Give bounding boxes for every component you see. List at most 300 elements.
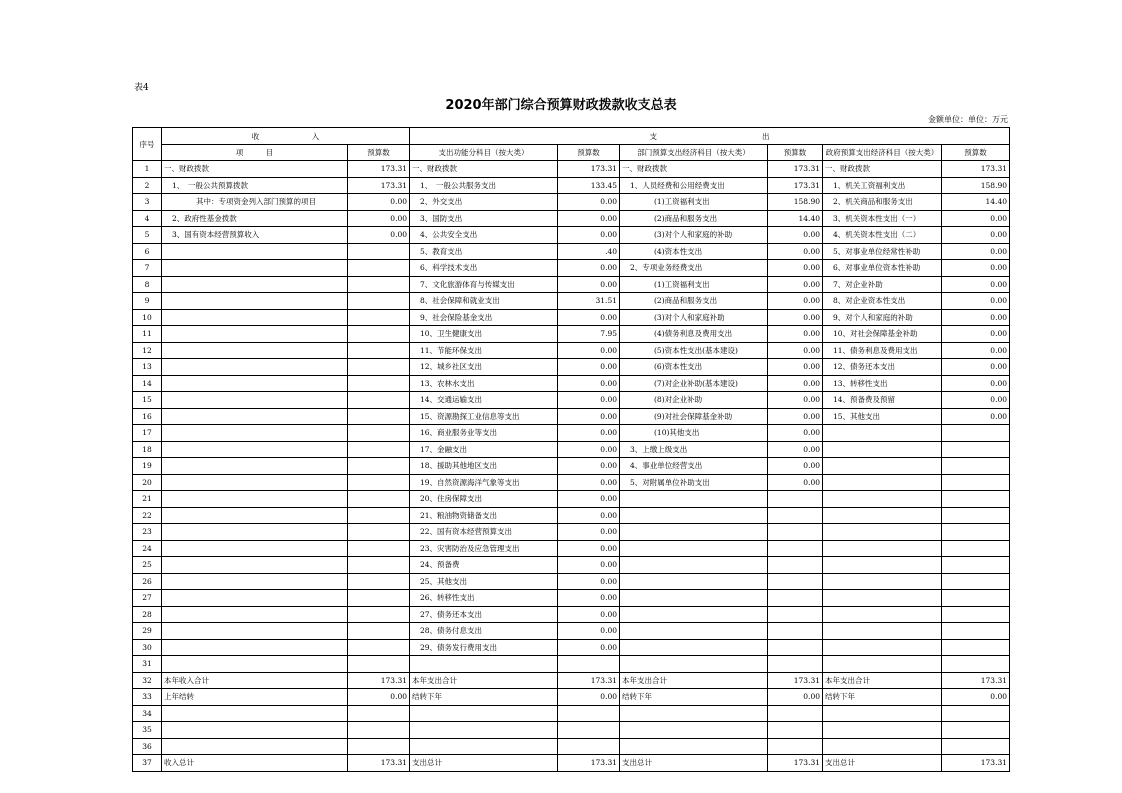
table-row <box>133 755 1010 772</box>
income-item-cell <box>162 474 348 491</box>
seq-cell: 35 <box>133 722 162 739</box>
func-amount-cell: 0.00 <box>558 458 620 475</box>
dept-econ-item-cell: (5)资本性支出(基本建设) <box>620 342 768 359</box>
dept-econ-amount-cell <box>768 491 823 508</box>
func-amount-cell: 0.00 <box>558 276 620 293</box>
table-row <box>133 309 1010 326</box>
seq-cell: 27 <box>133 590 162 607</box>
income-amount-cell <box>348 507 410 524</box>
header-income: 收 入 <box>162 128 410 145</box>
table-row <box>133 342 1010 359</box>
gov-econ-amount-cell: 0.00 <box>942 227 1010 244</box>
func-item-cell: 19、自然资源海洋气象等支出 <box>410 474 558 491</box>
dept-econ-amount-cell <box>768 606 823 623</box>
gov-econ-amount-cell <box>942 507 1010 524</box>
dept-econ-item-cell <box>620 507 768 524</box>
dept-econ-item-cell <box>620 656 768 673</box>
func-item-cell: 22、国有资本经营预算支出 <box>410 524 558 541</box>
dept-econ-item-cell <box>620 540 768 557</box>
seq-cell: 34 <box>133 705 162 722</box>
gov-econ-amount-cell <box>942 573 1010 590</box>
income-item-cell <box>162 326 348 343</box>
income-amount-cell <box>348 474 410 491</box>
gov-econ-amount-cell: 0.00 <box>942 408 1010 425</box>
func-item-cell: 12、城乡社区支出 <box>410 359 558 376</box>
seq-cell: 4 <box>133 210 162 227</box>
gov-econ-item-cell <box>823 474 942 491</box>
dept-econ-item-cell <box>620 524 768 541</box>
func-amount-cell: 31.51 <box>558 293 620 310</box>
income-item-cell <box>162 540 348 557</box>
gov-econ-item-cell <box>823 606 942 623</box>
func-amount-cell: 0.00 <box>558 474 620 491</box>
income-amount-cell <box>348 573 410 590</box>
func-amount-cell: 0.00 <box>558 557 620 574</box>
dept-econ-item-cell: 支出总计 <box>620 755 768 772</box>
seq-cell: 32 <box>133 672 162 689</box>
table-row <box>133 540 1010 557</box>
income-amount-cell <box>348 738 410 755</box>
dept-econ-item-cell <box>620 722 768 739</box>
income-item-cell <box>162 458 348 475</box>
dept-econ-item-cell: (3)对个人和家庭的补助 <box>620 227 768 244</box>
seq-cell: 23 <box>133 524 162 541</box>
gov-econ-item-cell: 支出总计 <box>823 755 942 772</box>
dept-econ-amount-cell <box>768 524 823 541</box>
income-item-cell <box>162 392 348 409</box>
func-item-cell <box>410 722 558 739</box>
dept-econ-item-cell <box>620 639 768 656</box>
func-item-cell: 14、交通运输支出 <box>410 392 558 409</box>
income-amount-cell <box>348 276 410 293</box>
func-item-cell: 27、债务还本支出 <box>410 606 558 623</box>
table-row <box>133 672 1010 689</box>
dept-econ-amount-cell: 0.00 <box>768 260 823 277</box>
func-amount-cell: 0.00 <box>558 524 620 541</box>
table-row <box>133 392 1010 409</box>
income-item-cell <box>162 375 348 392</box>
table-row <box>133 177 1010 194</box>
income-amount-cell <box>348 540 410 557</box>
income-amount-cell <box>348 639 410 656</box>
table-row <box>133 375 1010 392</box>
dept-econ-item-cell: 结转下年 <box>620 689 768 706</box>
income-amount-cell <box>348 524 410 541</box>
seq-cell: 30 <box>133 639 162 656</box>
func-item-cell: 一、财政拨款 <box>410 161 558 178</box>
seq-cell: 33 <box>133 689 162 706</box>
income-item-cell: 其中：专项资金列入部门预算的项目 <box>162 194 348 211</box>
func-amount-cell: 0.00 <box>558 606 620 623</box>
dept-econ-item-cell: (9)对社会保障基金补助 <box>620 408 768 425</box>
income-item-cell <box>162 260 348 277</box>
gov-econ-item-cell: 11、债务利息及费用支出 <box>823 342 942 359</box>
seq-cell: 20 <box>133 474 162 491</box>
gov-econ-amount-cell: 14.40 <box>942 194 1010 211</box>
unit-label: 金额单位：单位：万元 <box>928 115 1008 124</box>
seq-cell: 21 <box>133 491 162 508</box>
gov-econ-item-cell: 8、对企业资本性支出 <box>823 293 942 310</box>
income-amount-cell <box>348 491 410 508</box>
dept-econ-amount-cell: 0.00 <box>768 227 823 244</box>
func-amount-cell: .40 <box>558 243 620 260</box>
income-item-cell <box>162 639 348 656</box>
func-amount-cell: 0.00 <box>558 540 620 557</box>
header-seq: 序号 <box>133 128 162 161</box>
income-item-cell <box>162 722 348 739</box>
table-number-label: 表4 <box>134 83 149 93</box>
seq-cell: 12 <box>133 342 162 359</box>
func-item-cell: 本年支出合计 <box>410 672 558 689</box>
func-item-cell: 5、教育支出 <box>410 243 558 260</box>
gov-econ-item-cell <box>823 705 942 722</box>
table-row <box>133 276 1010 293</box>
dept-econ-amount-cell <box>768 590 823 607</box>
func-amount-cell: 0.00 <box>558 359 620 376</box>
gov-econ-amount-cell: 0.00 <box>942 342 1010 359</box>
seq-cell: 18 <box>133 441 162 458</box>
dept-econ-amount-cell: 0.00 <box>768 458 823 475</box>
gov-econ-item-cell: 13、转移性支出 <box>823 375 942 392</box>
gov-econ-amount-cell <box>942 540 1010 557</box>
table-row <box>133 573 1010 590</box>
income-item-cell <box>162 623 348 640</box>
header-gov-econ-item: 政府预算支出经济科目（按大类） <box>823 145 942 161</box>
gov-econ-amount-cell <box>942 491 1010 508</box>
gov-econ-amount-cell: 0.00 <box>942 326 1010 343</box>
gov-econ-amount-cell: 0.00 <box>942 359 1010 376</box>
income-item-cell: 1、 一般公共预算拨款 <box>162 177 348 194</box>
func-amount-cell: 0.00 <box>558 590 620 607</box>
table-row <box>133 656 1010 673</box>
dept-econ-item-cell <box>620 606 768 623</box>
dept-econ-amount-cell: 0.00 <box>768 326 823 343</box>
seq-cell: 7 <box>133 260 162 277</box>
func-item-cell: 26、转移性支出 <box>410 590 558 607</box>
func-item-cell: 6、科学技术支出 <box>410 260 558 277</box>
func-item-cell: 13、农林水支出 <box>410 375 558 392</box>
gov-econ-item-cell: 15、其他支出 <box>823 408 942 425</box>
table-row <box>133 474 1010 491</box>
dept-econ-amount-cell: 173.31 <box>768 177 823 194</box>
gov-econ-item-cell <box>823 639 942 656</box>
table-row <box>133 161 1010 178</box>
gov-econ-amount-cell: 0.00 <box>942 210 1010 227</box>
income-amount-cell <box>348 293 410 310</box>
income-amount-cell: 0.00 <box>348 689 410 706</box>
gov-econ-item-cell <box>823 722 942 739</box>
func-amount-cell: 173.31 <box>558 161 620 178</box>
dept-econ-item-cell <box>620 590 768 607</box>
dept-econ-item-cell: 5、对附属单位补助支出 <box>620 474 768 491</box>
func-item-cell: 结转下年 <box>410 689 558 706</box>
func-amount-cell: 133.45 <box>558 177 620 194</box>
gov-econ-amount-cell: 173.31 <box>942 755 1010 772</box>
func-item-cell: 20、住房保障支出 <box>410 491 558 508</box>
income-amount-cell <box>348 441 410 458</box>
dept-econ-amount-cell <box>768 722 823 739</box>
header-gov-econ-budget: 预算数 <box>942 145 1010 161</box>
income-item-cell <box>162 656 348 673</box>
func-item-cell: 25、其他支出 <box>410 573 558 590</box>
income-amount-cell <box>348 623 410 640</box>
func-item-cell <box>410 705 558 722</box>
gov-econ-item-cell: 5、对事业单位经常性补助 <box>823 243 942 260</box>
header-func-item: 支出功能分科目（按大类） <box>410 145 558 161</box>
seq-cell: 9 <box>133 293 162 310</box>
income-amount-cell: 0.00 <box>348 194 410 211</box>
table-row <box>133 623 1010 640</box>
gov-econ-item-cell: 14、预备费及预留 <box>823 392 942 409</box>
gov-econ-amount-cell: 0.00 <box>942 293 1010 310</box>
dept-econ-item-cell: 一、财政拨款 <box>620 161 768 178</box>
table-row <box>133 227 1010 244</box>
func-amount-cell: 7.95 <box>558 326 620 343</box>
dept-econ-amount-cell <box>768 639 823 656</box>
income-amount-cell <box>348 606 410 623</box>
income-item-cell <box>162 243 348 260</box>
dept-econ-amount-cell: 0.00 <box>768 309 823 326</box>
dept-econ-item-cell: (2)商品和服务支出 <box>620 293 768 310</box>
income-item-cell <box>162 524 348 541</box>
gov-econ-amount-cell <box>942 458 1010 475</box>
income-amount-cell <box>348 359 410 376</box>
gov-econ-item-cell: 10、对社会保障基金补助 <box>823 326 942 343</box>
func-item-cell: 支出总计 <box>410 755 558 772</box>
dept-econ-item-cell: (4)债务利息及费用支出 <box>620 326 768 343</box>
dept-econ-amount-cell <box>768 705 823 722</box>
dept-econ-item-cell <box>620 557 768 574</box>
func-item-cell: 29、债务发行费用支出 <box>410 639 558 656</box>
table-row <box>133 557 1010 574</box>
header-income-item: 项 目 <box>162 145 348 161</box>
income-item-cell <box>162 606 348 623</box>
dept-econ-item-cell <box>620 491 768 508</box>
gov-econ-amount-cell: 173.31 <box>942 672 1010 689</box>
func-item-cell <box>410 656 558 673</box>
income-item-cell <box>162 573 348 590</box>
table-row <box>133 491 1010 508</box>
func-amount-cell <box>558 705 620 722</box>
dept-econ-amount-cell: 0.00 <box>768 425 823 442</box>
income-item-cell <box>162 491 348 508</box>
dept-econ-item-cell: 2、专项业务经费支出 <box>620 260 768 277</box>
func-amount-cell <box>558 722 620 739</box>
income-amount-cell <box>348 309 410 326</box>
income-amount-cell <box>348 342 410 359</box>
table-row <box>133 705 1010 722</box>
income-item-cell <box>162 507 348 524</box>
func-item-cell: 1、 一般公共服务支出 <box>410 177 558 194</box>
dept-econ-item-cell: (7)对企业补助(基本建设) <box>620 375 768 392</box>
gov-econ-item-cell <box>823 590 942 607</box>
func-item-cell <box>410 738 558 755</box>
income-amount-cell: 173.31 <box>348 672 410 689</box>
gov-econ-item-cell: 3、机关资本性支出（一） <box>823 210 942 227</box>
dept-econ-amount-cell: 0.00 <box>768 689 823 706</box>
dept-econ-item-cell <box>620 738 768 755</box>
income-item-cell: 本年收入合计 <box>162 672 348 689</box>
func-amount-cell <box>558 656 620 673</box>
gov-econ-item-cell: 4、机关资本性支出（二） <box>823 227 942 244</box>
dept-econ-amount-cell <box>768 623 823 640</box>
func-amount-cell: 0.00 <box>558 623 620 640</box>
dept-econ-amount-cell <box>768 656 823 673</box>
income-item-cell <box>162 557 348 574</box>
gov-econ-item-cell <box>823 623 942 640</box>
func-amount-cell: 0.00 <box>558 342 620 359</box>
income-amount-cell <box>348 557 410 574</box>
func-amount-cell: 0.00 <box>558 425 620 442</box>
header-dept-econ-item: 部门预算支出经济科目（按大类） <box>620 145 768 161</box>
seq-cell: 13 <box>133 359 162 376</box>
dept-econ-amount-cell: 0.00 <box>768 441 823 458</box>
income-amount-cell <box>348 243 410 260</box>
income-item-cell <box>162 359 348 376</box>
gov-econ-amount-cell: 0.00 <box>942 243 1010 260</box>
income-amount-cell <box>348 326 410 343</box>
dept-econ-amount-cell: 158.90 <box>768 194 823 211</box>
seq-cell: 29 <box>133 623 162 640</box>
gov-econ-item-cell <box>823 557 942 574</box>
income-amount-cell: 173.31 <box>348 161 410 178</box>
seq-cell: 26 <box>133 573 162 590</box>
gov-econ-item-cell <box>823 441 942 458</box>
income-item-cell: 上年结转 <box>162 689 348 706</box>
func-amount-cell: 0.00 <box>558 573 620 590</box>
income-amount-cell <box>348 408 410 425</box>
seq-cell: 31 <box>133 656 162 673</box>
func-amount-cell: 0.00 <box>558 309 620 326</box>
table-row <box>133 722 1010 739</box>
seq-cell: 17 <box>133 425 162 442</box>
dept-econ-amount-cell: 0.00 <box>768 359 823 376</box>
gov-econ-amount-cell <box>942 557 1010 574</box>
func-item-cell: 28、债务付息支出 <box>410 623 558 640</box>
income-amount-cell: 173.31 <box>348 755 410 772</box>
dept-econ-amount-cell: 173.31 <box>768 161 823 178</box>
seq-cell: 8 <box>133 276 162 293</box>
dept-econ-amount-cell <box>768 540 823 557</box>
dept-econ-item-cell <box>620 573 768 590</box>
dept-econ-item-cell: 3、上缴上级支出 <box>620 441 768 458</box>
gov-econ-item-cell: 12、债务还本支出 <box>823 359 942 376</box>
func-item-cell: 21、粮油物资储备支出 <box>410 507 558 524</box>
func-amount-cell <box>558 738 620 755</box>
seq-cell: 19 <box>133 458 162 475</box>
dept-econ-item-cell: (10)其他支出 <box>620 425 768 442</box>
dept-econ-item-cell: (4)资本性支出 <box>620 243 768 260</box>
func-item-cell: 10、卫生健康支出 <box>410 326 558 343</box>
income-item-cell: 2、政府性基金拨款 <box>162 210 348 227</box>
table-row <box>133 441 1010 458</box>
gov-econ-item-cell <box>823 540 942 557</box>
seq-cell: 11 <box>133 326 162 343</box>
dept-econ-amount-cell: 14.40 <box>768 210 823 227</box>
func-item-cell: 9、社会保险基金支出 <box>410 309 558 326</box>
table-row <box>133 194 1010 211</box>
gov-econ-item-cell: 9、对个人和家庭的补助 <box>823 309 942 326</box>
func-amount-cell: 0.00 <box>558 491 620 508</box>
seq-cell: 15 <box>133 392 162 409</box>
income-amount-cell <box>348 590 410 607</box>
income-item-cell <box>162 408 348 425</box>
gov-econ-amount-cell <box>942 705 1010 722</box>
gov-econ-amount-cell <box>942 590 1010 607</box>
dept-econ-item-cell <box>620 705 768 722</box>
gov-econ-amount-cell <box>942 639 1010 656</box>
dept-econ-amount-cell <box>768 507 823 524</box>
dept-econ-amount-cell: 0.00 <box>768 342 823 359</box>
seq-cell: 5 <box>133 227 162 244</box>
func-amount-cell: 0.00 <box>558 408 620 425</box>
gov-econ-item-cell: 一、财政拨款 <box>823 161 942 178</box>
dept-econ-amount-cell: 0.00 <box>768 474 823 491</box>
table-row <box>133 408 1010 425</box>
gov-econ-item-cell: 6、对事业单位资本性补助 <box>823 260 942 277</box>
func-amount-cell: 0.00 <box>558 210 620 227</box>
dept-econ-amount-cell: 173.31 <box>768 755 823 772</box>
dept-econ-item-cell: (8)对企业补助 <box>620 392 768 409</box>
dept-econ-amount-cell: 0.00 <box>768 293 823 310</box>
table-row <box>133 590 1010 607</box>
income-item-cell: 3、国有资本经营预算收入 <box>162 227 348 244</box>
func-item-cell: 3、国防支出 <box>410 210 558 227</box>
seq-cell: 25 <box>133 557 162 574</box>
income-item-cell: 一、财政拨款 <box>162 161 348 178</box>
income-amount-cell <box>348 425 410 442</box>
table-row <box>133 243 1010 260</box>
table-row <box>133 425 1010 442</box>
seq-cell: 14 <box>133 375 162 392</box>
income-amount-cell <box>348 656 410 673</box>
gov-econ-amount-cell: 0.00 <box>942 392 1010 409</box>
income-item-cell: 收入总计 <box>162 755 348 772</box>
budget-summary-table <box>132 127 1010 772</box>
func-item-cell: 17、金融支出 <box>410 441 558 458</box>
income-item-cell <box>162 738 348 755</box>
func-amount-cell: 173.31 <box>558 755 620 772</box>
gov-econ-amount-cell: 158.90 <box>942 177 1010 194</box>
header-expense: 支 出 <box>410 128 1010 145</box>
gov-econ-item-cell <box>823 656 942 673</box>
seq-cell: 6 <box>133 243 162 260</box>
income-item-cell <box>162 293 348 310</box>
income-amount-cell: 0.00 <box>348 210 410 227</box>
dept-econ-item-cell: (3)对个人和家庭补助 <box>620 309 768 326</box>
func-amount-cell: 0.00 <box>558 227 620 244</box>
income-amount-cell <box>348 458 410 475</box>
func-item-cell: 15、资源勘探工业信息等支出 <box>410 408 558 425</box>
dept-econ-amount-cell <box>768 557 823 574</box>
dept-econ-item-cell: 4、事业单位经营支出 <box>620 458 768 475</box>
dept-econ-amount-cell: 173.31 <box>768 672 823 689</box>
income-amount-cell: 173.31 <box>348 177 410 194</box>
gov-econ-amount-cell <box>942 606 1010 623</box>
table-row <box>133 507 1010 524</box>
dept-econ-item-cell: (6)资本性支出 <box>620 359 768 376</box>
seq-cell: 28 <box>133 606 162 623</box>
gov-econ-amount-cell <box>942 738 1010 755</box>
seq-cell: 1 <box>133 161 162 178</box>
func-amount-cell: 0.00 <box>558 639 620 656</box>
func-amount-cell: 173.31 <box>558 672 620 689</box>
dept-econ-item-cell: 1、人员经费和公用经费支出 <box>620 177 768 194</box>
dept-econ-item-cell: (1)工资福利支出 <box>620 276 768 293</box>
seq-cell: 22 <box>133 507 162 524</box>
seq-cell: 16 <box>133 408 162 425</box>
header-func-budget: 预算数 <box>558 145 620 161</box>
